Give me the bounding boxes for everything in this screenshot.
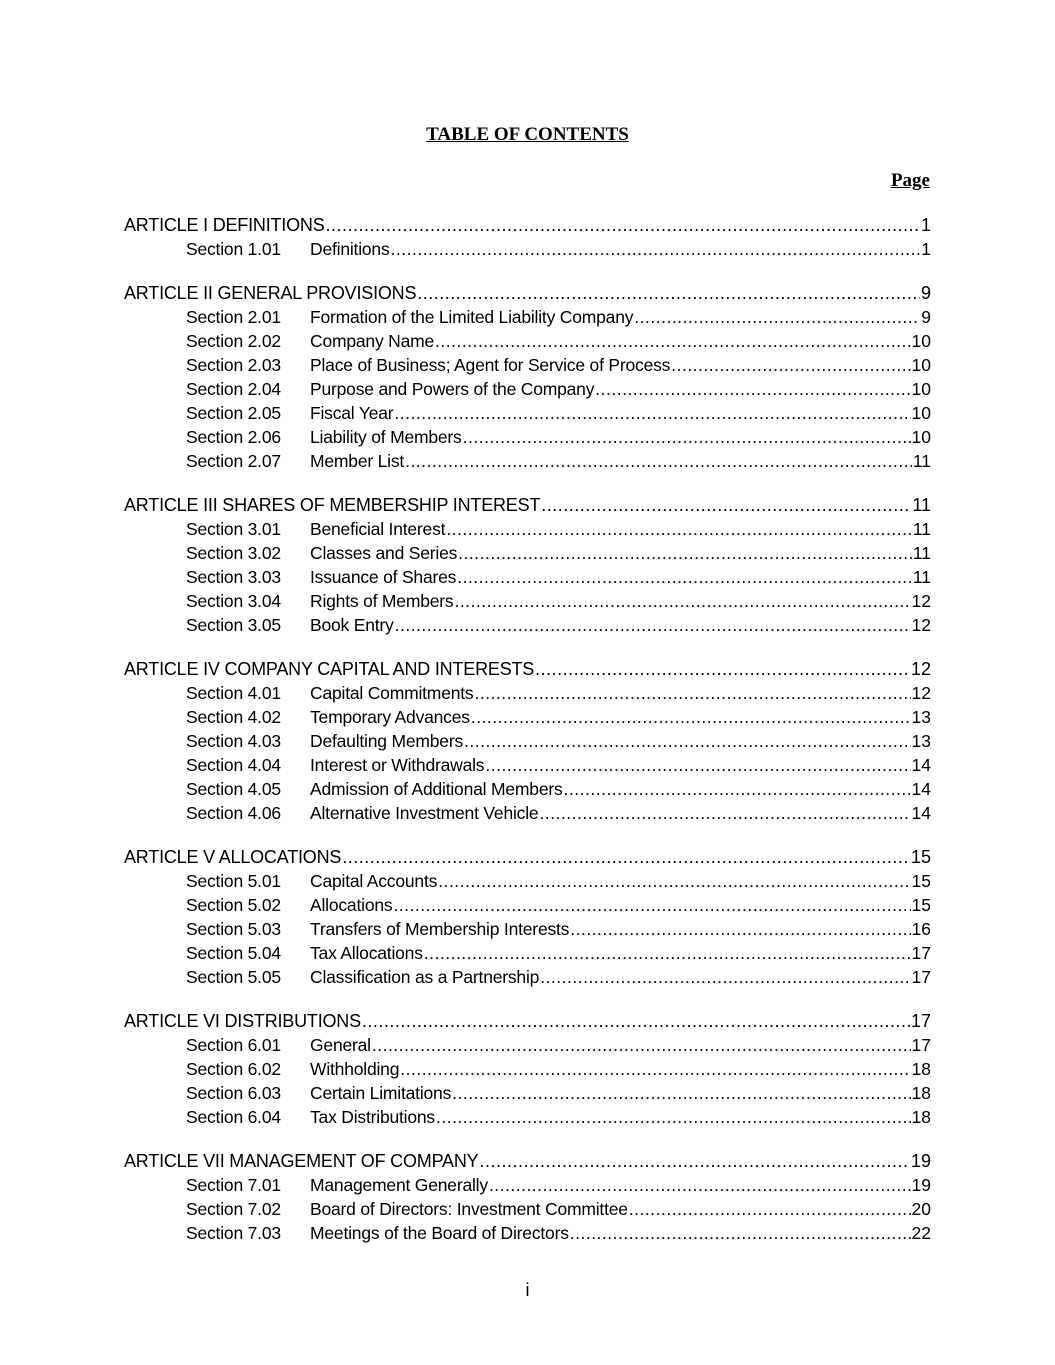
- section-page-number: 11: [912, 451, 931, 471]
- article-page-number: 11: [912, 495, 931, 515]
- section-title: Rights of Members: [310, 591, 454, 611]
- dot-leader: [393, 893, 910, 917]
- section-number: Section 4.05: [186, 779, 281, 799]
- toc-article-entry[interactable]: [124, 493, 931, 517]
- dot-leader: [424, 941, 911, 965]
- dot-leader: [629, 1197, 911, 1221]
- toc-section-entry[interactable]: [124, 801, 931, 825]
- section-page-number: 1: [921, 239, 931, 259]
- dot-leader: [634, 305, 920, 329]
- article-block: [124, 213, 931, 261]
- article-label: ARTICLE V ALLOCATIONS: [124, 847, 342, 867]
- section-number: Section 5.01: [186, 871, 281, 891]
- article-page-number: 9: [920, 283, 931, 303]
- section-title: Defaulting Members: [310, 731, 463, 751]
- toc-article-entry[interactable]: [124, 1149, 931, 1173]
- section-number: Section 4.06: [186, 803, 281, 823]
- section-page-number: 10: [911, 427, 931, 447]
- dot-leader: [362, 1009, 910, 1033]
- article-page-number: 12: [910, 659, 931, 679]
- article-page-number: 17: [910, 1011, 931, 1031]
- section-title: Meetings of the Board of Directors: [310, 1223, 569, 1243]
- toc-section-entry[interactable]: [124, 449, 931, 473]
- toc-section-entry[interactable]: [124, 589, 931, 613]
- section-title: General: [310, 1035, 371, 1055]
- section-title: Member List: [310, 451, 405, 471]
- section-number: Section 4.04: [186, 755, 281, 775]
- section-page-number: 17: [911, 967, 931, 987]
- dot-leader: [539, 801, 910, 825]
- dot-leader: [540, 965, 910, 989]
- toc-section-entry[interactable]: [124, 1105, 931, 1129]
- section-number: Section 3.03: [186, 567, 281, 587]
- toc-section-entry[interactable]: [124, 425, 931, 449]
- dot-leader: [457, 565, 912, 589]
- article-page-number: 1: [920, 215, 931, 235]
- section-page-number: 15: [911, 895, 931, 915]
- section-title: Admission of Additional Members: [310, 779, 563, 799]
- section-title: Fiscal Year: [310, 403, 394, 423]
- section-number: Section 2.01: [186, 307, 281, 327]
- toc-article-entry[interactable]: [124, 657, 931, 681]
- section-page-number: 17: [911, 943, 931, 963]
- toc-section-entry[interactable]: [124, 353, 931, 377]
- section-page-number: 12: [911, 615, 931, 635]
- article-label: ARTICLE VII MANAGEMENT OF COMPANY: [124, 1151, 479, 1171]
- dot-leader: [671, 353, 910, 377]
- article-block: [124, 845, 931, 989]
- dot-leader: [564, 777, 911, 801]
- dot-leader: [394, 401, 910, 425]
- dot-leader: [326, 213, 920, 237]
- dot-leader: [435, 329, 910, 353]
- section-number: Section 2.03: [186, 355, 281, 375]
- toc-article-entry[interactable]: [124, 281, 931, 305]
- article-page-number: 19: [910, 1151, 931, 1171]
- section-title: Temporary Advances: [310, 707, 470, 727]
- section-title: Liability of Members: [310, 427, 462, 447]
- section-number: Section 6.03: [186, 1083, 281, 1103]
- dot-leader: [535, 657, 910, 681]
- toc-section-entry[interactable]: [124, 541, 931, 565]
- dot-leader: [454, 589, 910, 613]
- toc-section-entry[interactable]: [124, 777, 931, 801]
- section-page-number: 11: [912, 567, 931, 587]
- section-title: Classification as a Partnership: [310, 967, 540, 987]
- dot-leader: [417, 281, 920, 305]
- toc-section-entry[interactable]: [124, 917, 931, 941]
- section-page-number: 14: [911, 755, 931, 775]
- section-page-number: 17: [911, 1035, 931, 1055]
- section-number: Section 2.05: [186, 403, 281, 423]
- toc-section-entry[interactable]: [124, 705, 931, 729]
- article-block: [124, 657, 931, 825]
- dot-leader: [595, 377, 910, 401]
- section-number: Section 5.04: [186, 943, 281, 963]
- toc-section-entry[interactable]: [124, 869, 931, 893]
- section-title: Certain Limitations: [310, 1083, 452, 1103]
- toc-section-entry[interactable]: [124, 1221, 931, 1245]
- article-label: ARTICLE II GENERAL PROVISIONS: [124, 283, 417, 303]
- dot-leader: [570, 917, 910, 941]
- dot-leader: [471, 705, 911, 729]
- article-label: ARTICLE III SHARES OF MEMBERSHIP INTEREST: [124, 495, 541, 515]
- section-title: Place of Business; Agent for Service of Process: [310, 355, 671, 375]
- section-page-number: 18: [911, 1083, 931, 1103]
- dot-leader: [479, 1149, 910, 1173]
- section-number: Section 4.01: [186, 683, 281, 703]
- page-title: TABLE OF CONTENTS: [426, 124, 629, 145]
- article-block: [124, 1009, 931, 1129]
- dot-leader: [391, 237, 921, 261]
- toc-article-entry[interactable]: [124, 213, 931, 237]
- section-title: Withholding: [310, 1059, 400, 1079]
- toc-section-entry[interactable]: [124, 329, 931, 353]
- section-page-number: 10: [911, 331, 931, 351]
- section-number: Section 7.01: [186, 1175, 281, 1195]
- section-number: Section 6.01: [186, 1035, 281, 1055]
- dot-leader: [458, 541, 912, 565]
- article-block: [124, 1149, 931, 1245]
- section-number: Section 1.01: [186, 239, 281, 259]
- page-column-heading: Page: [890, 170, 930, 191]
- section-number: Section 7.03: [186, 1223, 281, 1243]
- section-page-number: 22: [911, 1223, 931, 1243]
- dot-leader: [464, 729, 911, 753]
- page-number-footer: i: [525, 1280, 530, 1300]
- section-title: Book Entry: [310, 615, 394, 635]
- dot-leader: [372, 1033, 911, 1057]
- section-title: Beneficial Interest: [310, 519, 446, 539]
- article-page-number: 15: [910, 847, 931, 867]
- dot-leader: [395, 613, 911, 637]
- section-title: Interest or Withdrawals: [310, 755, 485, 775]
- dot-leader: [489, 1173, 911, 1197]
- section-page-number: 15: [911, 871, 931, 891]
- section-title: Issuance of Shares: [310, 567, 457, 587]
- dot-leader: [570, 1221, 911, 1245]
- section-page-number: 14: [911, 779, 931, 799]
- toc-section-entry[interactable]: [124, 401, 931, 425]
- section-number: Section 3.05: [186, 615, 281, 635]
- section-title: Tax Allocations: [310, 943, 423, 963]
- toc-section-entry[interactable]: [124, 237, 931, 261]
- toc-section-entry[interactable]: [124, 305, 931, 329]
- dot-leader: [405, 449, 912, 473]
- dot-leader: [463, 425, 911, 449]
- dot-leader: [400, 1057, 910, 1081]
- section-page-number: 11: [912, 543, 931, 563]
- dot-leader: [436, 1105, 911, 1129]
- article-label: ARTICLE VI DISTRIBUTIONS: [124, 1011, 361, 1031]
- section-number: Section 2.07: [186, 451, 281, 471]
- section-title: Tax Distributions: [310, 1107, 435, 1127]
- section-title: Definitions: [310, 239, 390, 259]
- section-number: Section 2.02: [186, 331, 281, 351]
- article-label: ARTICLE I DEFINITIONS: [124, 215, 325, 235]
- section-number: Section 3.01: [186, 519, 281, 539]
- section-page-number: 18: [911, 1059, 931, 1079]
- toc-section-entry[interactable]: [124, 565, 931, 589]
- section-number: Section 2.04: [186, 379, 281, 399]
- section-page-number: 18: [911, 1107, 931, 1127]
- toc-section-entry[interactable]: [124, 1197, 931, 1221]
- toc-section-entry[interactable]: [124, 1081, 931, 1105]
- section-title: Board of Directors: Investment Committee: [310, 1199, 628, 1219]
- toc-article-entry[interactable]: [124, 845, 931, 869]
- section-number: Section 6.04: [186, 1107, 281, 1127]
- article-label: ARTICLE IV COMPANY CAPITAL AND INTERESTS: [124, 659, 535, 679]
- toc-article-entry[interactable]: [124, 1009, 931, 1033]
- section-title: Purpose and Powers of the Company: [310, 379, 595, 399]
- section-page-number: 10: [911, 379, 931, 399]
- section-title: Alternative Investment Vehicle: [310, 803, 539, 823]
- section-number: Section 2.06: [186, 427, 281, 447]
- dot-leader: [541, 493, 911, 517]
- section-title: Capital Commitments: [310, 683, 474, 703]
- section-page-number: 9: [921, 307, 931, 327]
- article-block: [124, 493, 931, 637]
- toc-section-entry[interactable]: [124, 941, 931, 965]
- section-title: Transfers of Membership Interests: [310, 919, 570, 939]
- toc-section-entry[interactable]: [124, 965, 931, 989]
- toc-section-entry[interactable]: [124, 1173, 931, 1197]
- section-page-number: 14: [911, 803, 931, 823]
- section-number: Section 5.03: [186, 919, 281, 939]
- section-title: Capital Accounts: [310, 871, 438, 891]
- toc-section-entry[interactable]: [124, 613, 931, 637]
- toc-section-entry[interactable]: [124, 893, 931, 917]
- section-number: Section 5.05: [186, 967, 281, 987]
- dot-leader: [446, 517, 912, 541]
- dot-leader: [342, 845, 910, 869]
- section-page-number: 12: [911, 591, 931, 611]
- dot-leader: [485, 753, 910, 777]
- dot-leader: [438, 869, 910, 893]
- section-page-number: 16: [911, 919, 931, 939]
- dot-leader: [474, 681, 910, 705]
- table-of-contents: [124, 213, 931, 1265]
- section-title: Allocations: [310, 895, 393, 915]
- section-number: Section 7.02: [186, 1199, 281, 1219]
- toc-section-entry[interactable]: [124, 729, 931, 753]
- section-title: Formation of the Limited Liability Company: [310, 307, 634, 327]
- toc-section-entry[interactable]: [124, 681, 931, 705]
- toc-section-entry[interactable]: [124, 753, 931, 777]
- section-number: Section 3.02: [186, 543, 281, 563]
- section-page-number: 19: [911, 1175, 931, 1195]
- section-number: Section 4.02: [186, 707, 281, 727]
- section-number: Section 3.04: [186, 591, 281, 611]
- section-number: Section 6.02: [186, 1059, 281, 1079]
- section-page-number: 10: [911, 355, 931, 375]
- section-title: Management Generally: [310, 1175, 488, 1195]
- section-page-number: 10: [911, 403, 931, 423]
- section-page-number: 12: [911, 683, 931, 703]
- dot-leader: [452, 1081, 910, 1105]
- section-title: Classes and Series: [310, 543, 458, 563]
- article-block: [124, 281, 931, 473]
- toc-section-entry[interactable]: [124, 1057, 931, 1081]
- toc-section-entry[interactable]: [124, 1033, 931, 1057]
- section-number: Section 4.03: [186, 731, 281, 751]
- toc-section-entry[interactable]: [124, 377, 931, 401]
- section-title: Company Name: [310, 331, 435, 351]
- section-page-number: 13: [911, 707, 931, 727]
- section-page-number: 11: [912, 519, 931, 539]
- section-page-number: 13: [911, 731, 931, 751]
- section-page-number: 20: [911, 1199, 931, 1219]
- section-number: Section 5.02: [186, 895, 281, 915]
- toc-section-entry[interactable]: [124, 517, 931, 541]
